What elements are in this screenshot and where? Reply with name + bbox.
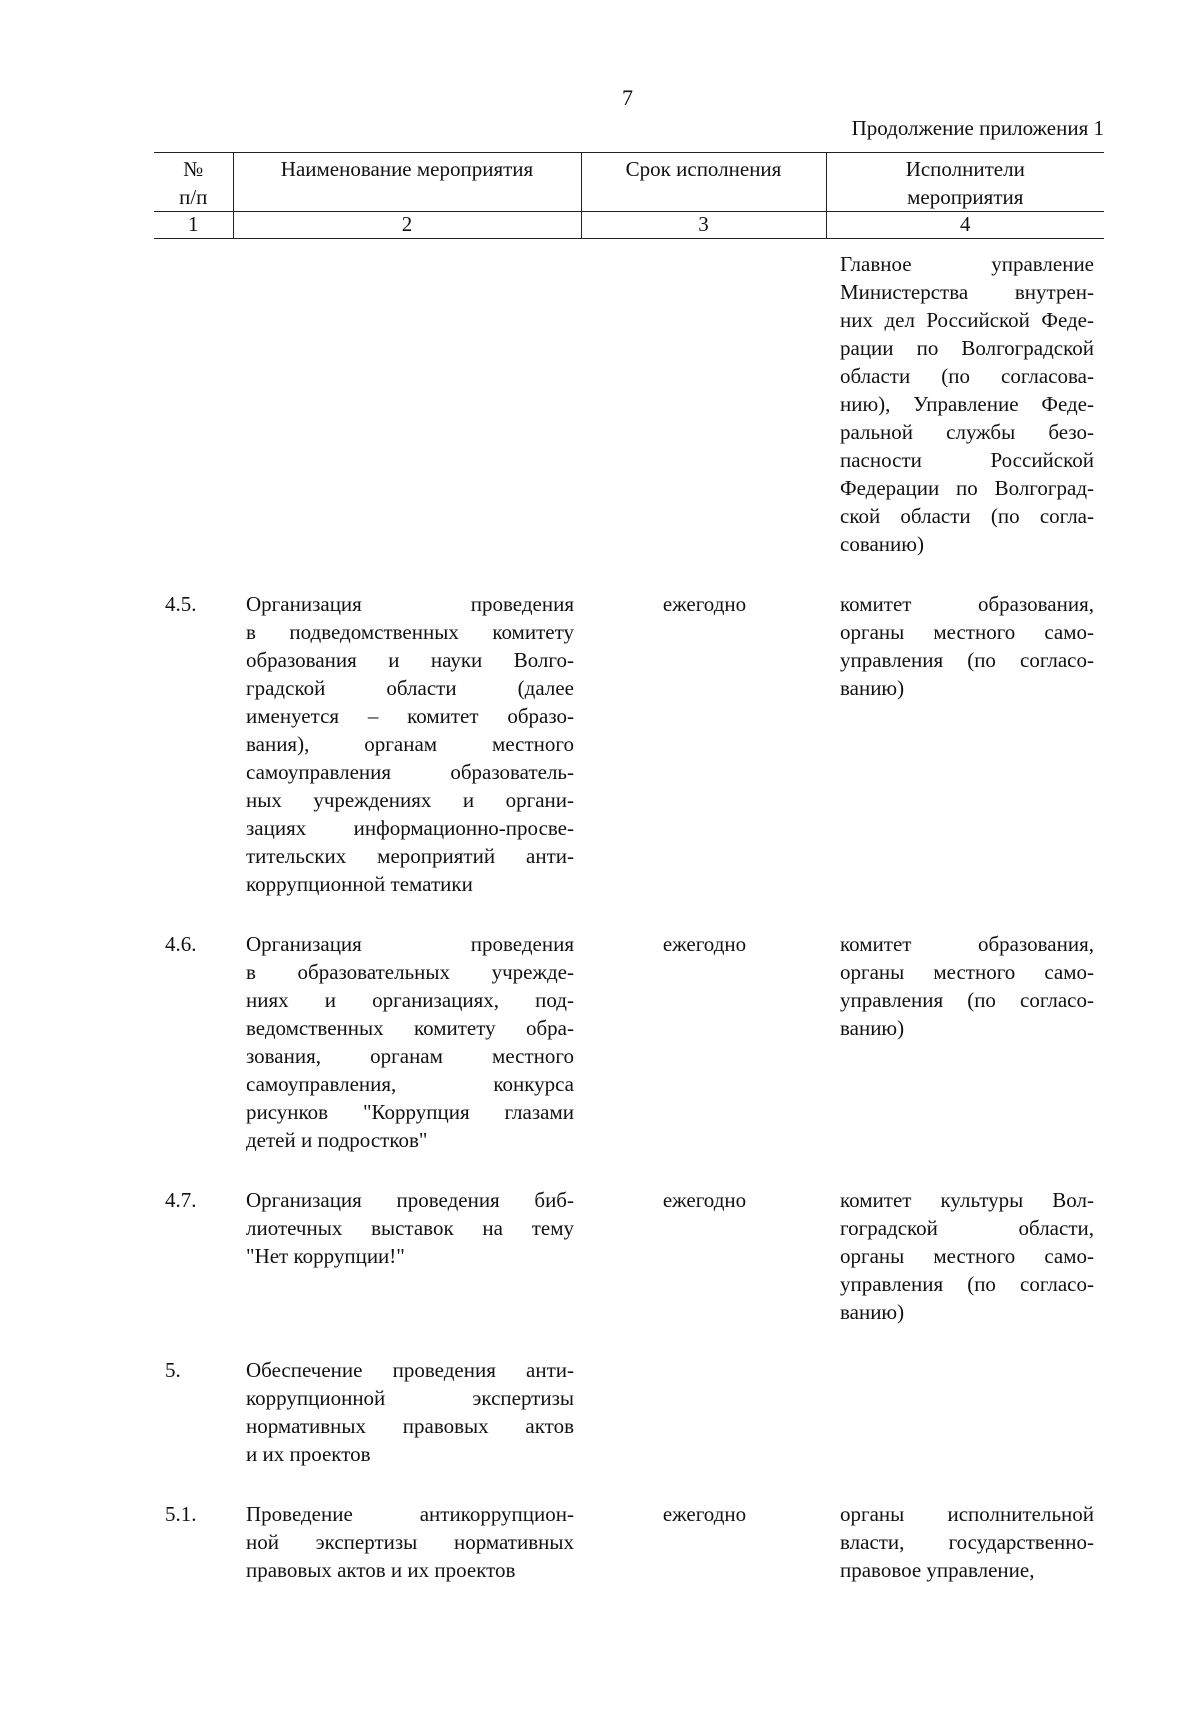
column-number-2: 2 <box>233 212 581 239</box>
text-line: органы местного само- <box>840 960 1094 984</box>
table-header <box>154 152 1104 239</box>
text-line: самоуправления, конкурса <box>246 1072 574 1096</box>
text-line: Министерства внутрен- <box>840 280 1094 304</box>
row-name <box>246 1186 574 1270</box>
text-line: ниях и организациях, под- <box>246 988 574 1012</box>
text-line: "Нет коррупции!" <box>246 1244 405 1268</box>
text-line: нию), Управление Феде- <box>840 392 1094 416</box>
text-line: рации по Волгоградской <box>840 336 1094 360</box>
text-line: власти, государственно- <box>840 1530 1094 1554</box>
row-executors <box>840 930 1094 1042</box>
text-line: детей и подростков" <box>246 1128 428 1152</box>
header-term: Срок исполнения <box>581 153 826 212</box>
text-line: вания), органам местного <box>246 732 574 756</box>
text-line: рисунков "Коррупция глазами <box>246 1100 574 1124</box>
text-line: Организация проведения биб- <box>246 1188 574 1212</box>
text-line: ванию) <box>840 1016 905 1040</box>
text-line: области (по согласова- <box>840 364 1094 388</box>
continuation-note: Продолжение приложения 1 <box>851 116 1104 140</box>
text-line: ванию) <box>840 676 905 700</box>
row-name <box>246 930 574 1154</box>
text-line: сованию) <box>840 532 924 556</box>
text-line: в образовательных учрежде- <box>246 960 574 984</box>
row-executors <box>840 1500 1094 1584</box>
text-line: ской области (по согла- <box>840 504 1094 528</box>
text-line: них дел Российской Феде- <box>840 308 1094 332</box>
text-line: Организация проведения <box>246 592 574 616</box>
text-line: самоуправления образователь- <box>246 760 574 784</box>
text-line: комитет культуры Вол- <box>840 1188 1094 1212</box>
text-line: Главное управление <box>840 252 1094 276</box>
row-term: ежегодно <box>662 1188 747 1212</box>
text-line: управления (по согласо- <box>840 988 1094 1012</box>
text-line: правовое управление, <box>840 1558 1035 1582</box>
text-line: Обеспечение проведения анти- <box>246 1358 574 1382</box>
text-line: органы местного само- <box>840 620 1094 644</box>
row-number: 4.5. <box>165 592 197 616</box>
text-line: Проведение антикоррупцион- <box>246 1502 574 1526</box>
text-line: именуется – комитет образо- <box>246 704 574 728</box>
text-line: комитет образования, <box>840 932 1094 956</box>
text-line: зациях информационно-просве- <box>246 816 574 840</box>
row-executors <box>840 590 1094 702</box>
row-term: ежегодно <box>662 592 747 616</box>
row-executors <box>840 250 1094 558</box>
text-line: нормативных правовых актов <box>246 1414 574 1438</box>
column-number-4: 4 <box>826 212 1104 239</box>
text-line: образования и науки Волго- <box>246 648 574 672</box>
text-line: коррупционной экспертизы <box>246 1386 574 1410</box>
row-term: ежегодно <box>662 1502 747 1526</box>
text-line: пасности Российской <box>840 448 1094 472</box>
text-line: гоградской области, <box>840 1216 1094 1240</box>
row-name <box>246 590 574 898</box>
header-number: № п/п <box>154 153 233 212</box>
text-line: градской области (далее <box>246 676 574 700</box>
text-line: в подведомственных комитету <box>246 620 574 644</box>
text-line: комитет образования, <box>840 592 1094 616</box>
text-line: управления (по согласо- <box>840 648 1094 672</box>
text-line: правовых актов и их проектов <box>246 1558 516 1582</box>
row-number: 4.6. <box>165 932 197 956</box>
text-line: зования, органам местного <box>246 1044 574 1068</box>
text-line: Организация проведения <box>246 932 574 956</box>
row-number: 5.1. <box>165 1502 197 1526</box>
row-name <box>246 1356 574 1468</box>
text-line: ральной службы безо- <box>840 420 1094 444</box>
row-number: 5. <box>165 1358 181 1382</box>
text-line: коррупционной тематики <box>246 872 473 896</box>
text-line: тительских мероприятий анти- <box>246 844 574 868</box>
text-line: органы исполнительной <box>840 1502 1094 1526</box>
text-line: ной экспертизы нормативных <box>246 1530 574 1554</box>
text-line: органы местного само- <box>840 1244 1094 1268</box>
text-line: Федерации по Волгоград- <box>840 476 1094 500</box>
column-number-1: 1 <box>154 212 233 239</box>
header-executors: Исполнители мероприятия <box>826 153 1104 212</box>
column-number-3: 3 <box>581 212 826 239</box>
row-number: 4.7. <box>165 1188 197 1212</box>
row-name <box>246 1500 574 1584</box>
row-term: ежегодно <box>662 932 747 956</box>
text-line: управления (по согласо- <box>840 1272 1094 1296</box>
text-line: ведомственных комитету обра- <box>246 1016 574 1040</box>
text-line: и их проектов <box>246 1442 371 1466</box>
header-name: Наименование мероприятия <box>233 153 581 212</box>
page-number: 7 <box>622 85 633 110</box>
text-line: ванию) <box>840 1300 905 1324</box>
text-line: лиотечных выставок на тему <box>246 1216 574 1240</box>
row-executors <box>840 1186 1094 1326</box>
text-line: ных учреждениях и органи- <box>246 788 574 812</box>
